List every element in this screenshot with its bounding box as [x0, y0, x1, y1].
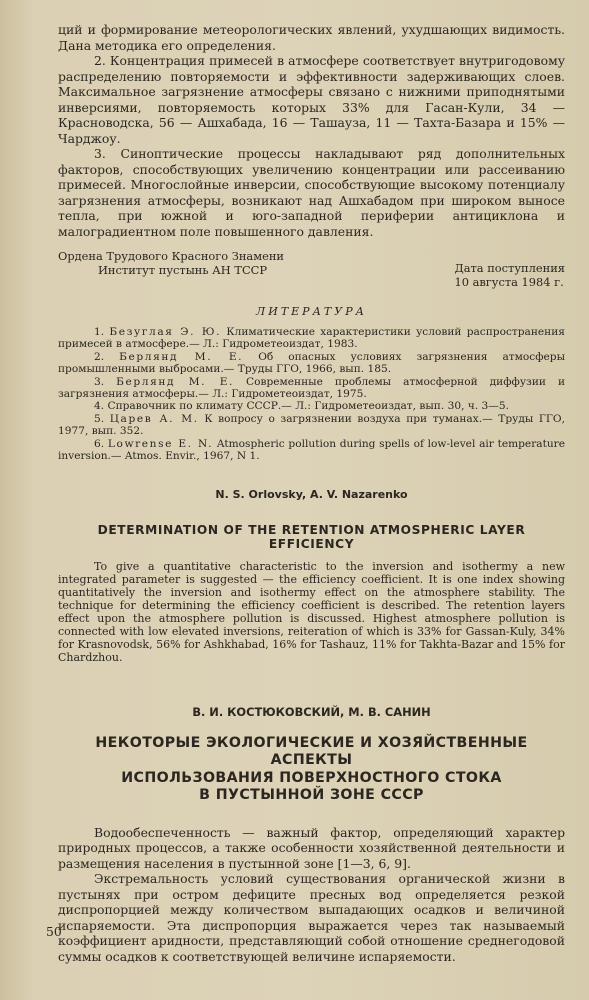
reference-item: 6. Lowrense E. N. Atmospheric pollution during spells of low-level air temperature inversion.— Atmos. Envir., 1967, N 1.	[58, 437, 565, 463]
english-abstract	[58, 561, 565, 664]
received-date: 10 августа 1984 г.	[454, 275, 564, 289]
article-paragraph-1: Водообеспеченность — важный фактор, определяющий характер природных процессов, а также особенности хозяйственной деятельности и размещения населения в пустынной зоне [1—3, 6, 9].	[58, 824, 565, 871]
reference-item: 5. Царев А. М. К вопросу о загрязнении воздуха при туманах.— Труды ГГО, 1977, вып. 352.	[58, 412, 565, 438]
reference-item: 2. Берлянд М. Е. Об опасных условиях загрязнения атмосферы промышленными выбросами.— Труды ГГО, 1966, вып. 185.	[58, 350, 565, 376]
institution-line-2: Институт пустынь АН ТССР	[98, 263, 268, 277]
article-paragraph-2: Экстремальность условий существования органической жизни в пустынях при остром дефиците пресных вод определяется резкой диспропорцией между количеством выпадающих осадков и величиной испаряемости. Эта диспропорция выражается через так называемый коэффициент аридности, представляющий собой отношение среднегодовой суммы осадков к соответствующей величине испаряемости.	[58, 871, 565, 964]
abstract-text: To give a quantitative characteristic to the inversion and isothermy a new integrated parameter is suggested — the efficiency coefficient. It is one index showing quantitatively the inversion and isothermy effect on the atmosphere stability. The technique for determining the efficiency coefficient is described. The retention layers effect upon the atmosphere pollution is discussed. Highest atmosphere pollution is connected with low elevated inversions, reiteration of which is 33% for Gassan-Kuly, 34% for Krasnovodsk, 56% for Ashkhabad, 16% for Tashauz, 11% for Takhta-Bazar and 15% for Chardzhou.	[58, 560, 565, 664]
paragraph-2: 2. Концентрация примесей в атмосфере соответствует внутригодовому распределению повторяемости и эффективности задерживающих слоев. Максимальное загрязнение атмосферы связано с нижними приподнятыми инверсиями, повторяемость которых 33% для Гасан-Кули, 34 — Красноводска, 56 — Ашхабада, 16 — Ташауза, 11 — Тахта-Базара и 15% — Чарджоу.	[58, 53, 565, 146]
article-body	[58, 825, 565, 965]
article-title-line-2: ИСПОЛЬЗОВАНИЯ ПОВЕРХНОСТНОГО СТОКА	[121, 769, 502, 786]
english-summary-title: DETERMINATION OF THE RETENTION ATMOSPHERIC LAYER EFFICIENCY	[97, 523, 526, 552]
institution-line-1: Ордена Трудового Красного Знамени	[58, 249, 285, 263]
article-title-line-1: НЕКОТОРЫЕ ЭКОЛОГИЧЕСКИЕ И ХОЗЯЙСТВЕННЫЕ АСПЕКТЫ	[95, 734, 528, 769]
reference-item: 1. Безуглая Э. Ю. Климатические характеристики условий распространения примесей в атмосфере.— Л.: Гидрометеоиздат, 1983.	[58, 326, 565, 351]
reference-item: 3. Берлянд М. Е. Современные проблемы атмосферной диффузии и загрязнения атмосферы.— Л.: Гидрометеоиздат, 1975.	[58, 375, 566, 401]
previous-article-conclusion	[58, 22, 565, 239]
reference-list	[58, 326, 565, 462]
paragraph-1-tail: ций и формирование метеорологических явлений, ухудшающих видимость. Дана методика его определения.	[58, 22, 565, 53]
paragraph-3: 3. Синоптические процессы накладывают ряд дополнительных факторов, способствующих увеличению концентрации или рассеиванию примесей. Многослойные инверсии, способствующие высокому потенциалу загрязнения атмосферы, возникают над Ашхабадом при широком выносе тепла, при южной и юго-западной периферии антициклона и малоградиентном поле повышенного давления.	[58, 146, 565, 239]
literature-heading: ЛИТЕРАТУРА	[256, 305, 367, 318]
article-authors: В. И. КОСТЮКОВСКИЙ, М. В. САНИН	[192, 704, 431, 719]
english-summary-authors: N. S. Orlovsky, A. V. Nazarenko	[215, 488, 408, 502]
reference-item: 4. Справочник по климату СССР.— Л.: Гидрометеоиздат, вып. 30, ч. 3—5.	[94, 400, 509, 413]
received-label: Дата поступления	[454, 261, 565, 275]
affiliation-block	[58, 249, 565, 289]
page-number: 50	[46, 924, 62, 939]
article-title	[58, 735, 565, 805]
article-title-line-3: В ПУСТЫННОЙ ЗОНЕ СССР	[199, 787, 424, 804]
